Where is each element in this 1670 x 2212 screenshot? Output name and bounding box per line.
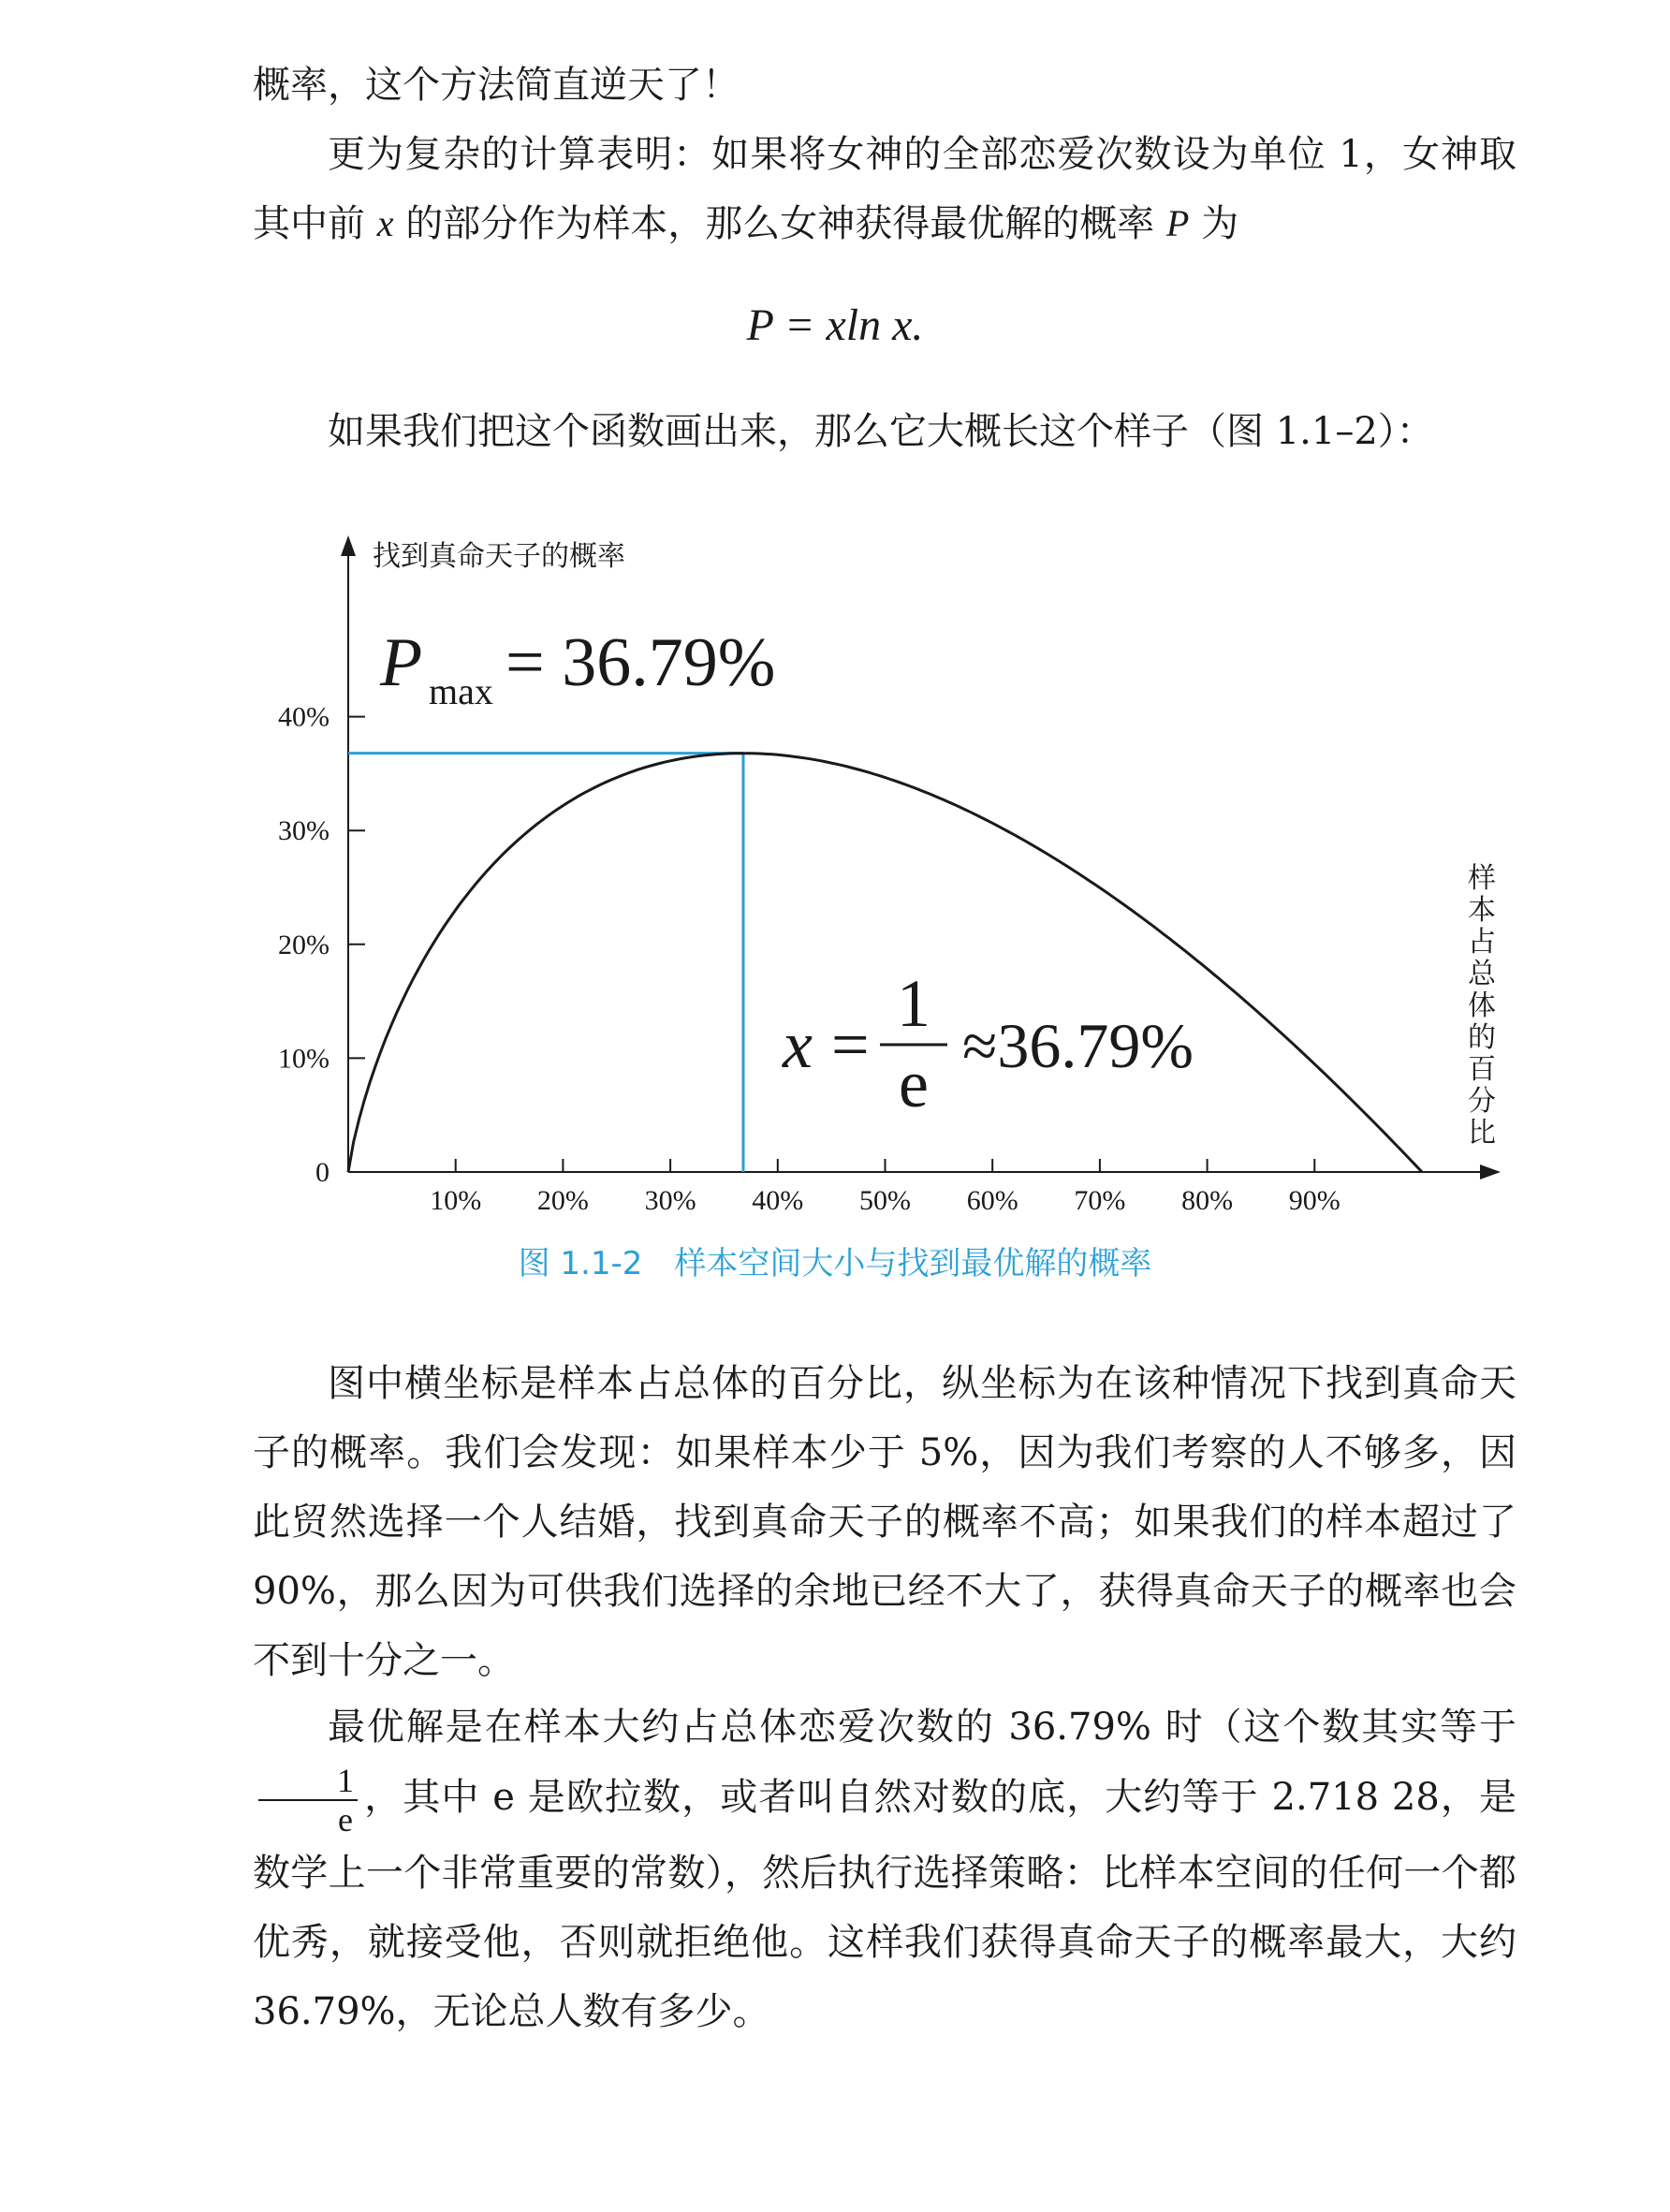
paragraph-4-text: 图中横坐标是样本占总体的百分比，纵坐标为在该种情况下找到真命天子的概率。我们会发现：如果样本少于 5%，因为我们考察的人不够多，因此贸然选择一个人结婚，找到真命天子的概率不高；如果我们的样本超过了 90%，那么因为可供我们选择的余地已经不大了，获得真命天子的概率也会不到十分之一。: [253, 1362, 1516, 1682]
math-P: P: [1165, 202, 1190, 244]
paragraph-3-text: 如果我们把这个函数画出来，那么它大概长这个样子（图 1.1–2）：: [328, 410, 1434, 453]
x-axis-label-char: 总: [1468, 959, 1496, 989]
paragraph-2-text-b: 的部分作为样本，那么女神获得最优解的概率: [393, 202, 1166, 245]
paragraph-5: [253, 1692, 1516, 2046]
x-tick-label: 20%: [536, 1185, 589, 1216]
fraction-one-over-e: [258, 1762, 358, 1838]
fraction-denominator: e: [338, 1801, 353, 1838]
x-tick-label: 80%: [1181, 1185, 1234, 1216]
x-axis-label-char: 体: [1468, 990, 1496, 1021]
y-axis-label: 找到真命天子的概率: [373, 541, 625, 572]
y-tick-label: 0: [315, 1157, 330, 1188]
x-axis-label-char: 比: [1468, 1118, 1496, 1149]
paragraph-5-text-a: 最优解是在样本大约占总体恋爱次数的 36.79% 时（这个数其实等于: [328, 1706, 1516, 1749]
y-tick-label: 40%: [278, 701, 330, 733]
y-tick-label: 30%: [278, 815, 330, 847]
paragraph-5-text-b: ，其中 e 是欧拉数，或者叫自然对数的底，大约等于 2.718 28，是数学上一个非常重要的常数），然后执行选择策略：比样本空间的任何一个都优秀，就接受他，否则就拒绝他。这样我们获得真命天子的概率最大，大约 36.79%，无论总人数有多少。: [253, 1776, 1516, 2033]
x-axis-label-char: 的: [1468, 1022, 1496, 1053]
x-tick-label: 60%: [966, 1185, 1018, 1216]
figure-caption: 图 1.1-2 样本空间大小与找到最优解的概率: [518, 1245, 1152, 1282]
x-tick-label: 40%: [752, 1185, 804, 1216]
y-tick-label: 10%: [278, 1043, 330, 1075]
xeq-numerator: 1: [897, 966, 930, 1041]
paragraph-4: [253, 1349, 1516, 1695]
y-axis-arrow: [341, 535, 356, 556]
pmax-P: P: [380, 624, 423, 701]
math-x: x: [376, 202, 394, 244]
xeq-x: x: [783, 1007, 813, 1082]
y-tick-label: 20%: [278, 929, 330, 960]
x-axis-label-char: 本: [1468, 895, 1496, 926]
fraction-numerator: 1: [258, 1762, 358, 1801]
x-axis-label-char: 样: [1468, 863, 1496, 894]
paragraph-2-text-c: 为: [1189, 202, 1239, 245]
x-tick-label: 90%: [1288, 1185, 1340, 1216]
x-axis-label-char: 占: [1468, 927, 1496, 958]
formula: P = xln x.: [746, 300, 924, 350]
x-tick-label: 10%: [430, 1185, 482, 1216]
probability-curve: [348, 754, 1422, 1172]
x-tick-label: 50%: [859, 1185, 911, 1216]
paragraph-2-text-a: 更为复杂的计算表明：如果将女神的全部恋爱次数设为单位 1，女神取其中前: [253, 133, 1516, 245]
xeq-equals: =: [831, 1007, 870, 1082]
xeq-approx: ≈36.79%: [962, 1010, 1194, 1081]
x-axis-label-char: 分: [1468, 1086, 1496, 1117]
xeq-denominator: e: [899, 1047, 929, 1121]
x-tick-label: 70%: [1074, 1185, 1126, 1216]
x-tick-label: 30%: [644, 1185, 696, 1216]
pmax-subscript: max: [429, 670, 493, 712]
x-axis-arrow: [1480, 1165, 1501, 1179]
x-axis-label-char: 百: [1468, 1054, 1496, 1085]
pmax-value: = 36.79%: [505, 624, 776, 701]
paragraph-1-text: 概率，这个方法简直逆天了！: [253, 64, 740, 107]
